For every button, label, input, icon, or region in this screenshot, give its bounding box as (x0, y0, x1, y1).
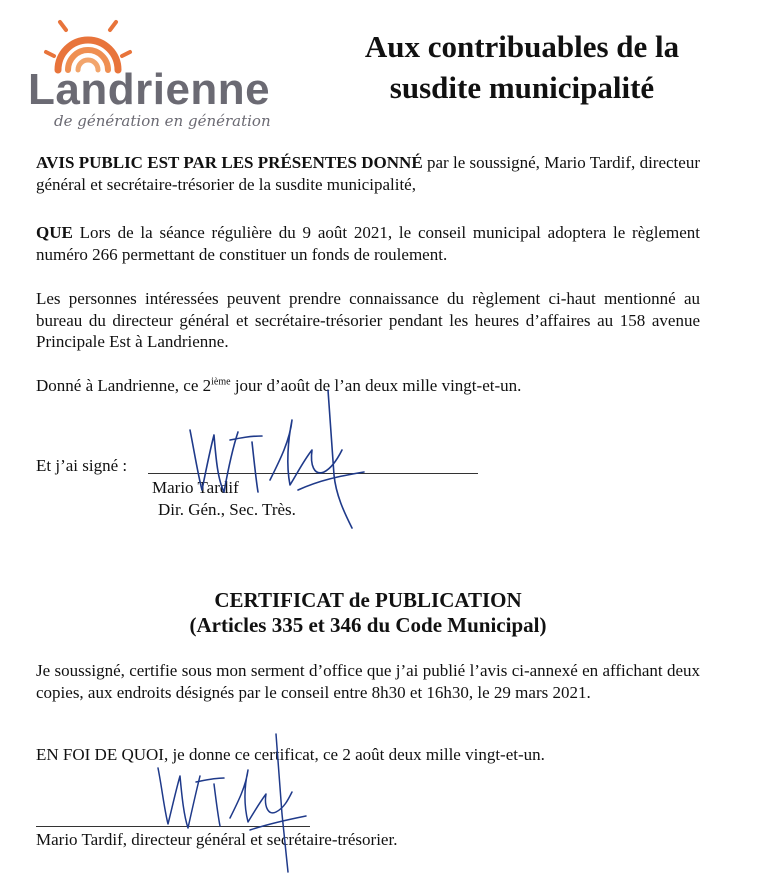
avis-p1-text: par le soussigné, Mario Tardif, directeur général et secrétaire-trésorier de la susdite municipalité, (36, 153, 700, 194)
signatory-name-role: Mario Tardif, directeur général et secrétaire-trésorier. (36, 830, 398, 849)
logo-wordmark: Landrienne (28, 65, 271, 114)
handwritten-signature-1 (180, 380, 380, 540)
sun-arcs-icon (38, 12, 138, 72)
certificate-paragraph-1: Je soussigné, certifie sous mon serment d’office que j’ai publié l’avis ci-annexé en affichant deux copies, aux endroits désignés par le conseil entre 8h30 et 16h30, le 29 mars 2021. (36, 661, 700, 702)
date-superscript: ième (211, 376, 231, 388)
date-text-b: jour d’août de l’an deux mille vingt-et-un. (230, 376, 522, 395)
municipality-logo (28, 12, 288, 132)
title-line-1: Aux contribuables de la (364, 29, 680, 64)
signatory-name: Mario Tardif (152, 478, 239, 497)
avis-paragraph-1 (36, 152, 700, 195)
date-text-a: Donné à Landrienne, ce 2 (36, 376, 212, 395)
certificate-paragraph-2: EN FOI DE QUOI, je donne ce certificat, ce 2 août deux mille vingt-et-un. (36, 745, 545, 764)
handwritten-signature-2 (150, 728, 320, 878)
certificate-title: CERTIFICAT de PUBLICATION (214, 588, 522, 612)
title-line-2: susdite municipalité (389, 70, 655, 105)
signatory-role: Dir. Gén., Sec. Très. (158, 500, 296, 519)
certificate-subtitle: (Articles 335 et 346 du Code Municipal) (189, 613, 547, 637)
avis-p2-text: Lors de la séance régulière du 9 août 2021, le conseil municipal adoptera le règlement numéro 266 permettant de constituer un fonds de roulement. (36, 223, 700, 264)
avis-paragraph-2 (36, 222, 700, 265)
signature-label: Et j’ai signé : (36, 456, 128, 475)
avis-paragraph-3: Les personnes intéressées peuvent prendre connaissance du règlement ci-haut mentionné au bureau du directeur général et secrétaire-trésorier pendant les heures d’affaires au 158 avenue Principale Est à Landrienne. (36, 289, 700, 351)
page-title (300, 26, 744, 108)
avis-heading: AVIS PUBLIC EST PAR LES PRÉSENTES DONNÉ (36, 153, 423, 172)
que-label: QUE (36, 223, 73, 242)
logo-tagline: de génération en génération (54, 112, 271, 130)
